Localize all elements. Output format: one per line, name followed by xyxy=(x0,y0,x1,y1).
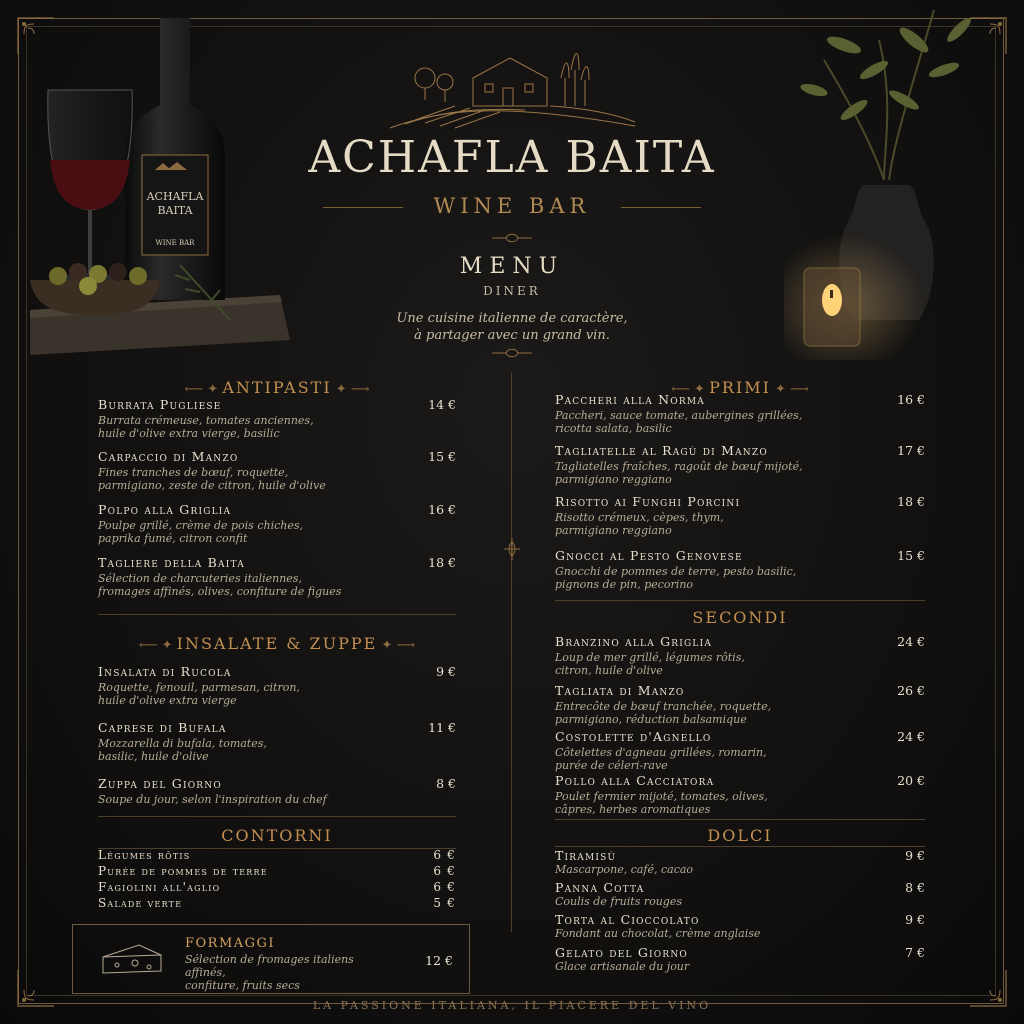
item-desc: Gnocchi de pommes de terre, pesto basilic, pignons de pin, pecorino xyxy=(555,565,797,591)
brand-name: ACHAFLA BAITA xyxy=(308,132,716,183)
item-price: 20 € xyxy=(897,773,925,788)
menu-item xyxy=(555,494,925,537)
item-desc: Fondant au chocolat, crème anglaise xyxy=(555,927,761,940)
subtitle-rule-right xyxy=(621,207,701,208)
formaggi-name: FORMAGGI xyxy=(185,936,276,951)
item-name: Fagiolini all'aglio xyxy=(98,880,221,894)
formaggi-box xyxy=(72,924,470,994)
item-desc: Paccheri, sauce tomate, aubergines grillées, ricotta salata, basilic xyxy=(555,409,803,435)
menu-item xyxy=(555,912,925,940)
item-name: Tagliata di Manzo xyxy=(555,683,685,698)
item-price: 8 € xyxy=(436,776,456,791)
item-name: Torta al Cioccolato xyxy=(555,912,700,927)
item-price: 24 € xyxy=(897,634,925,649)
menu-item xyxy=(555,683,925,726)
item-desc: Poulet fermier mijoté, tomates, olives, câpres, herbes aromatiques xyxy=(555,790,768,816)
tagline-line-1: Une cuisine italienne de caractère, xyxy=(396,311,628,326)
item-price: 9 € xyxy=(436,664,456,679)
flourish-icon xyxy=(492,232,532,244)
menu-item xyxy=(98,776,456,806)
divider-ornament-icon xyxy=(502,538,522,560)
section-separator xyxy=(98,614,456,615)
section-title: DOLCI xyxy=(707,826,773,845)
item-price: 16 € xyxy=(897,392,925,407)
menu-item xyxy=(555,848,925,876)
item-desc: Sélection de charcuteries italiennes, fromages affinés, olives, confiture de figues xyxy=(98,572,342,598)
item-price: 11 € xyxy=(428,720,456,735)
section-insalate: ⟵ ✦ INSALATE & ZUPPE ✦ ⟶ xyxy=(138,634,416,653)
menu-title: MENU xyxy=(459,254,565,279)
item-price: 16 € xyxy=(428,502,456,517)
menu-item xyxy=(555,945,925,973)
menu-item xyxy=(98,502,456,545)
section-secondi xyxy=(555,608,925,627)
item-price: 15 € xyxy=(897,548,925,563)
item-name: Tagliere della Baita xyxy=(98,555,245,570)
item-name: Gnocci al Pesto Genovese xyxy=(555,548,743,563)
tagline-line-2: à partager avec un grand vin. xyxy=(414,328,610,343)
menu-item xyxy=(98,397,456,440)
item-name: Pollo alla Cacciatora xyxy=(555,773,715,788)
item-name: Carpaccio di Manzo xyxy=(98,449,239,464)
menu-kind: DINER xyxy=(483,284,541,298)
section-separator xyxy=(555,600,925,601)
item-price: 5 € xyxy=(433,896,456,910)
item-desc: Loup de mer grillé, légumes rôtis, citron, huile d'olive xyxy=(555,651,745,677)
item-price: 15 € xyxy=(428,449,456,464)
formaggi-price: 12 € xyxy=(425,953,453,968)
tagline xyxy=(0,310,1024,344)
item-name: Paccheri alla Norma xyxy=(555,392,705,407)
item-price: 9 € xyxy=(905,912,925,927)
section-primi: ⟵ ✦ PRIMI ✦ ⟶ xyxy=(671,378,809,397)
item-desc: Risotto crémeux, cèpes, thym, parmigiano reggiano xyxy=(555,511,724,537)
section-title: SECONDI xyxy=(692,608,788,627)
item-desc: Côtelettes d'agneau grillées, romarin, purée de céleri-rave xyxy=(555,746,767,772)
item-price: 24 € xyxy=(897,729,925,744)
cheese-icon xyxy=(99,939,165,979)
estate-illustration xyxy=(385,48,639,132)
item-desc: Poulpe grillé, crème de pois chiches, paprika fumé, citron confit xyxy=(98,519,303,545)
item-name: Costolette d'Agnello xyxy=(555,729,712,744)
brand-subtitle: WINE BAR xyxy=(433,194,591,218)
item-price: 6 € xyxy=(433,864,456,878)
item-name: Purée de pommes de terre xyxy=(98,864,268,878)
item-desc: Entrecôte de bœuf tranchée, roquette, parmigiano, réduction balsamique xyxy=(555,700,772,726)
item-desc: Coulis de fruits rouges xyxy=(555,895,683,908)
item-name: Salade verte xyxy=(98,896,183,910)
section-separator xyxy=(555,846,925,847)
item-price: 8 € xyxy=(905,880,925,895)
menu-item xyxy=(98,555,456,598)
item-price: 18 € xyxy=(897,494,925,509)
flourish-icon xyxy=(492,347,532,359)
menu-item xyxy=(98,720,456,763)
bottle-label-line3: WINE BAR xyxy=(155,239,195,247)
section-title: CONTORNI xyxy=(221,826,333,845)
section-title: ANTIPASTI xyxy=(222,378,332,397)
menu-item xyxy=(98,664,456,707)
item-desc: Fines tranches de bœuf, roquette, parmigiano, zeste de citron, huile d'olive xyxy=(98,466,326,492)
item-desc: Glace artisanale du jour xyxy=(555,960,690,973)
item-price: 14 € xyxy=(428,397,456,412)
item-desc: Soupe du jour, selon l'inspiration du chef xyxy=(98,793,327,806)
item-name: Insalata di Rucola xyxy=(98,664,232,679)
simple-item xyxy=(98,896,456,910)
menu-item xyxy=(555,548,925,591)
item-price: 26 € xyxy=(897,683,925,698)
item-name: Tiramisù xyxy=(555,848,617,863)
item-name: Caprese di Bufala xyxy=(98,720,227,735)
item-desc: Mozzarella di bufala, tomates, basilic, huile d'olive xyxy=(98,737,267,763)
menu-item xyxy=(555,880,925,908)
item-name: Branzino alla Griglia xyxy=(555,634,713,649)
item-price: 7 € xyxy=(905,945,925,960)
bottle-label-line1: ACHAFLA xyxy=(146,190,204,203)
item-price: 17 € xyxy=(897,443,925,458)
bottle-label-line2: BAITA xyxy=(157,204,193,217)
item-name: Légumes rôtis xyxy=(98,848,191,862)
simple-item xyxy=(98,848,456,862)
footer-motto: LA PASSIONE ITALIANA, IL PIACERE DEL VINO xyxy=(312,999,712,1012)
menu-item xyxy=(555,392,925,435)
item-price: 18 € xyxy=(428,555,456,570)
section-contorni xyxy=(98,826,456,845)
menu-item xyxy=(555,634,925,677)
section-separator xyxy=(98,816,456,817)
item-name: Panna Cotta xyxy=(555,880,645,895)
formaggi-desc: Sélection de fromages italiens affinés, confiture, fruits secs xyxy=(185,953,354,992)
item-desc: Mascarpone, café, cacao xyxy=(555,863,694,876)
item-price: 9 € xyxy=(905,848,925,863)
item-name: Zuppa del Giorno xyxy=(98,776,222,791)
item-desc: Roquette, fenouil, parmesan, citron, huile d'olive extra vierge xyxy=(98,681,300,707)
item-name: Tagliatelle al Ragù di Manzo xyxy=(555,443,768,458)
menu-item xyxy=(555,443,925,486)
menu-item xyxy=(98,449,456,492)
section-antipasti: ⟵ ✦ ANTIPASTI ✦ ⟶ xyxy=(184,378,370,397)
section-dolci xyxy=(555,826,925,845)
item-desc: Burrata crémeuse, tomates anciennes, huile d'olive extra vierge, basilic xyxy=(98,414,314,440)
item-desc: Tagliatelles fraîches, ragoût de bœuf mijoté, parmigiano reggiano xyxy=(555,460,803,486)
item-price: 6 € xyxy=(433,848,456,862)
menu-item xyxy=(555,773,925,816)
simple-item xyxy=(98,864,456,878)
item-name: Polpo alla Griglia xyxy=(98,502,232,517)
item-name: Risotto ai Funghi Porcini xyxy=(555,494,741,509)
section-title: PRIMI xyxy=(709,378,771,397)
item-name: Gelato del Giorno xyxy=(555,945,688,960)
section-title: INSALATE & ZUPPE xyxy=(176,634,378,653)
simple-item xyxy=(98,880,456,894)
section-separator xyxy=(555,819,925,820)
item-name: Burrata Pugliese xyxy=(98,397,222,412)
column-divider xyxy=(511,372,512,932)
menu-item xyxy=(555,729,925,772)
item-price: 6 € xyxy=(433,880,456,894)
